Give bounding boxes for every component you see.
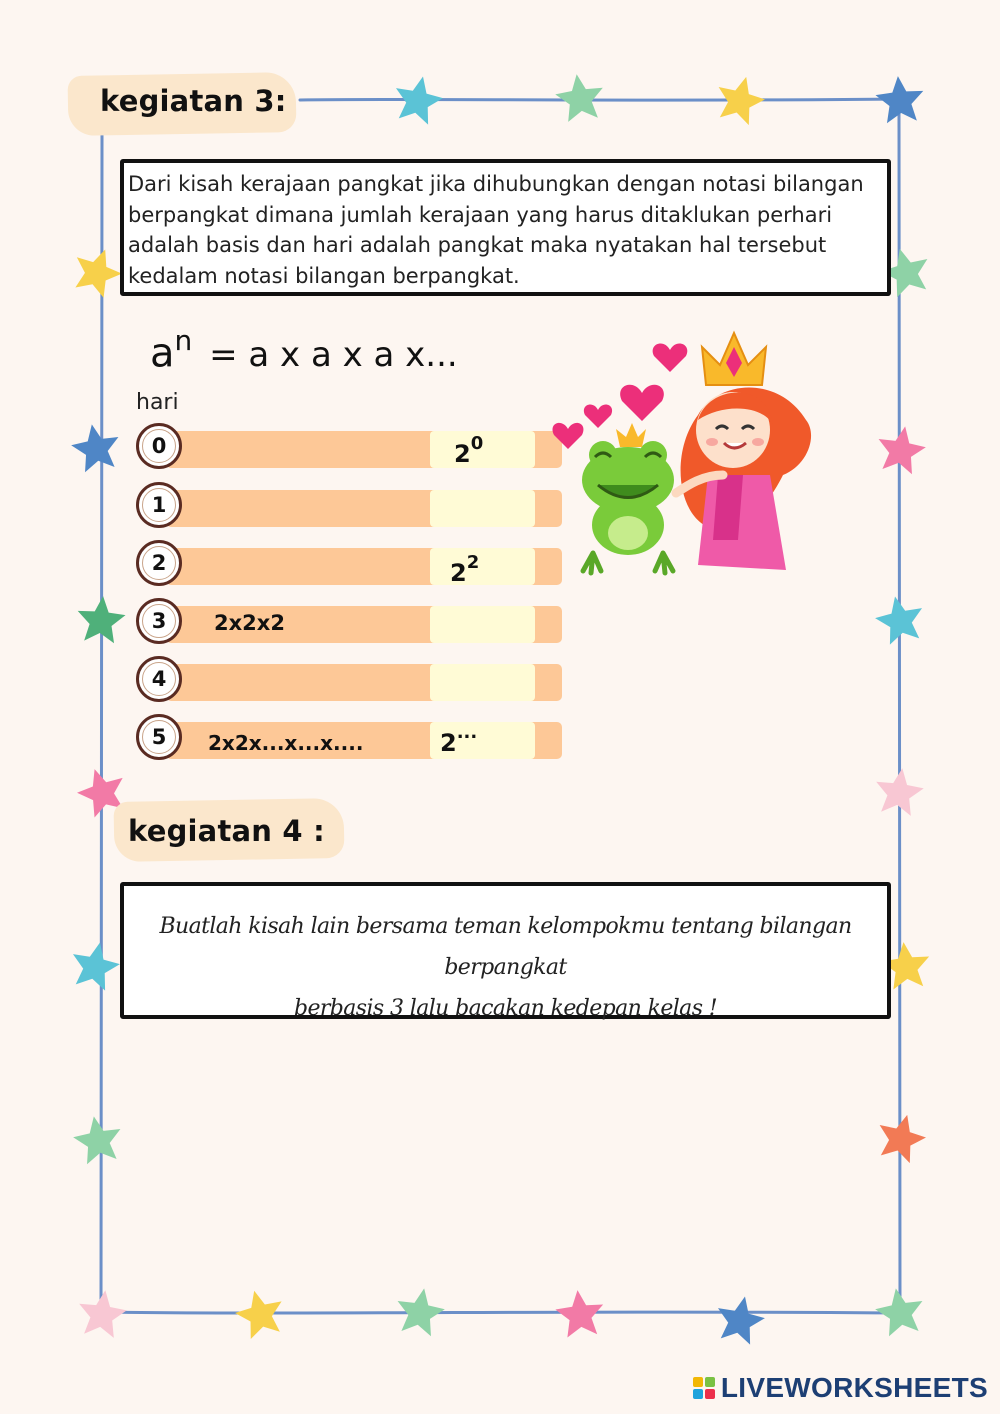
liveworksheets-logo — [693, 1372, 988, 1404]
answer-input[interactable] — [430, 664, 535, 701]
description-box — [120, 159, 891, 296]
expansion-text: 2x2x2 — [214, 611, 285, 635]
answer-input[interactable] — [430, 606, 535, 643]
day-number: 0 — [136, 423, 182, 469]
instruction-box — [120, 882, 891, 1019]
day-row-4 — [136, 656, 536, 708]
description-text: Dari kisah kerajaan pangkat jika dihubungkan dengan notasi bilangan berpangkat dimana jumlah kerajaan yang harus ditaklukan perhari adalah basis dan hari adalah pangkat maka nyatakan hal tersebut kedalam notasi bilangan berpangkat. — [128, 172, 864, 288]
answer-input[interactable] — [430, 722, 535, 759]
answer-base: 2 — [440, 729, 457, 757]
answer-base: 2 — [454, 440, 471, 468]
answer-input[interactable] — [430, 548, 535, 585]
day-number: 4 — [136, 656, 182, 702]
day-number: 5 — [136, 714, 182, 760]
day-number: 2 — [136, 540, 182, 586]
instruction-line-1: Buatlah kisah lain bersama teman kelompokmu tentang bilangan berpangkat — [159, 914, 852, 980]
formula-expansion: = a x a x a x... — [209, 335, 458, 376]
day-row-1 — [136, 482, 536, 534]
day-row-0 — [136, 423, 536, 475]
brand-name: LIVEWORKSHEETS — [720, 1372, 988, 1403]
day-label: hari — [136, 390, 179, 415]
answer-base: 2 — [450, 559, 467, 587]
formula-base: a — [150, 330, 175, 377]
day-number: 1 — [136, 482, 182, 528]
answer-input[interactable] — [430, 490, 535, 527]
expansion-text: 2x2x...x...x.... — [208, 731, 364, 755]
logo-grid-icon — [693, 1377, 715, 1399]
answer-input[interactable] — [430, 431, 535, 468]
frog-and-princess-illustration — [548, 325, 833, 580]
formula-exponent: n — [174, 324, 193, 357]
crown-icon — [702, 333, 766, 385]
answer-exponent: 2 — [466, 552, 480, 573]
instruction-line-2: berbasis 3 lalu bacakan kedepan kelas ! — [293, 996, 718, 1021]
day-row-5 — [136, 714, 536, 766]
day-row-2 — [136, 540, 536, 592]
day-number: 3 — [136, 598, 182, 644]
answer-exponent: 0 — [470, 433, 484, 454]
exponent-formula — [150, 324, 458, 377]
answer-exponent: ... — [456, 722, 478, 743]
activity3-title: kegiatan 3: — [100, 84, 287, 118]
day-row-3 — [136, 598, 536, 650]
activity4-title: kegiatan 4 : — [128, 814, 325, 848]
